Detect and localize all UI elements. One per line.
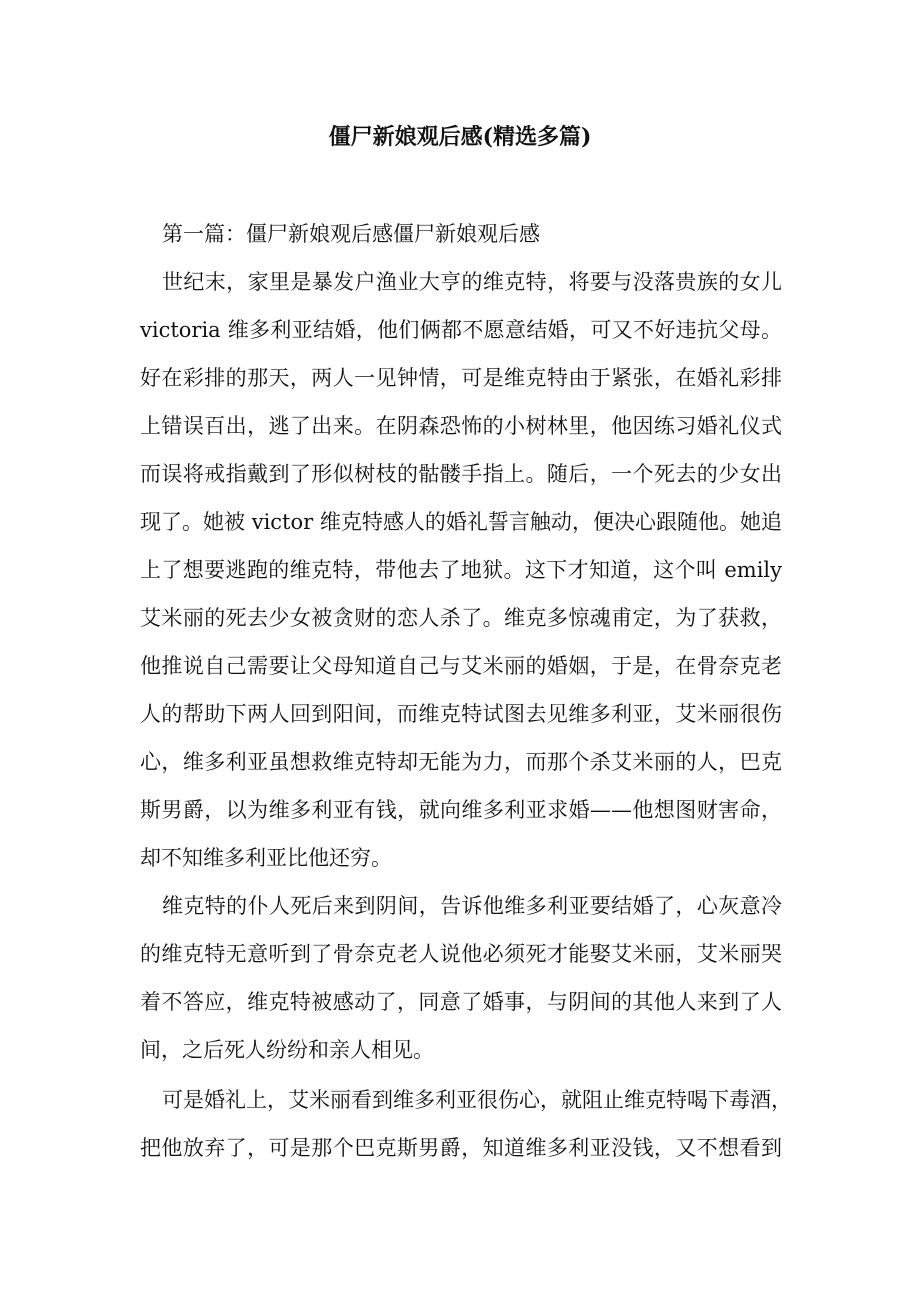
paragraph-line: 心，维多利亚虽想救维克特却无能为力，而那个杀艾米丽的人，巴克 bbox=[140, 750, 782, 774]
section-heading: 第一篇：僵尸新娘观后感僵尸新娘观后感 bbox=[162, 222, 540, 246]
paragraph-line: 好在彩排的那天，两人一见钟情，可是维克特由于紧张，在婚礼彩排 bbox=[140, 366, 782, 390]
paragraph-line: 着不答应，维克特被感动了，同意了婚事，与阴间的其他人来到了人 bbox=[140, 990, 782, 1014]
paragraph-line: 世纪末，家里是暴发户渔业大亨的维克特，将要与没落贵族的女儿 bbox=[162, 270, 782, 294]
paragraph-line: 的维克特无意听到了骨奈克老人说他必须死才能娶艾米丽，艾米丽哭 bbox=[140, 942, 782, 966]
paragraph-line: 上了想要逃跑的维克特，带他去了地狱。这下才知道，这个叫 emily bbox=[140, 558, 782, 582]
paragraph-line: 间，之后死人纷纷和亲人相见。 bbox=[140, 1038, 434, 1062]
paragraph-line: 把他放弃了，可是那个巴克斯男爵，知道维多利亚没钱，又不想看到 bbox=[140, 1136, 782, 1160]
paragraph-line: 现了。她被 victor 维克特感人的婚礼誓言触动，便决心跟随他。她追 bbox=[140, 510, 782, 534]
paragraph-line: 斯男爵，以为维多利亚有钱，就向维多利亚求婚——他想图财害命， bbox=[140, 798, 782, 822]
paragraph-line: victoria 维多利亚结婚，他们俩都不愿意结婚，可又不好违抗父母。 bbox=[140, 318, 782, 342]
paragraph-line: 却不知维多利亚比他还穷。 bbox=[140, 846, 392, 870]
document-title: 僵尸新娘观后感(精选多篇) bbox=[328, 124, 592, 150]
paragraph-line: 上错误百出，逃了出来。在阴森恐怖的小树林里，他因练习婚礼仪式 bbox=[140, 414, 782, 438]
paragraph-line: 维克特的仆人死后来到阴间，告诉他维多利亚要结婚了，心灰意冷 bbox=[162, 894, 782, 918]
paragraph-line: 而误将戒指戴到了形似树枝的骷髅手指上。随后，一个死去的少女出 bbox=[140, 462, 782, 486]
paragraph-line: 可是婚礼上，艾米丽看到维多利亚很伤心，就阻止维克特喝下毒酒， bbox=[162, 1088, 792, 1112]
paragraph-line: 艾米丽的死去少女被贪财的恋人杀了。维克多惊魂甫定，为了获救， bbox=[140, 606, 782, 630]
paragraph-line: 他推说自己需要让父母知道自己与艾米丽的婚姻，于是，在骨奈克老 bbox=[140, 654, 782, 678]
paragraph-line: 人的帮助下两人回到阳间，而维克特试图去见维多利亚，艾米丽很伤 bbox=[140, 702, 782, 726]
